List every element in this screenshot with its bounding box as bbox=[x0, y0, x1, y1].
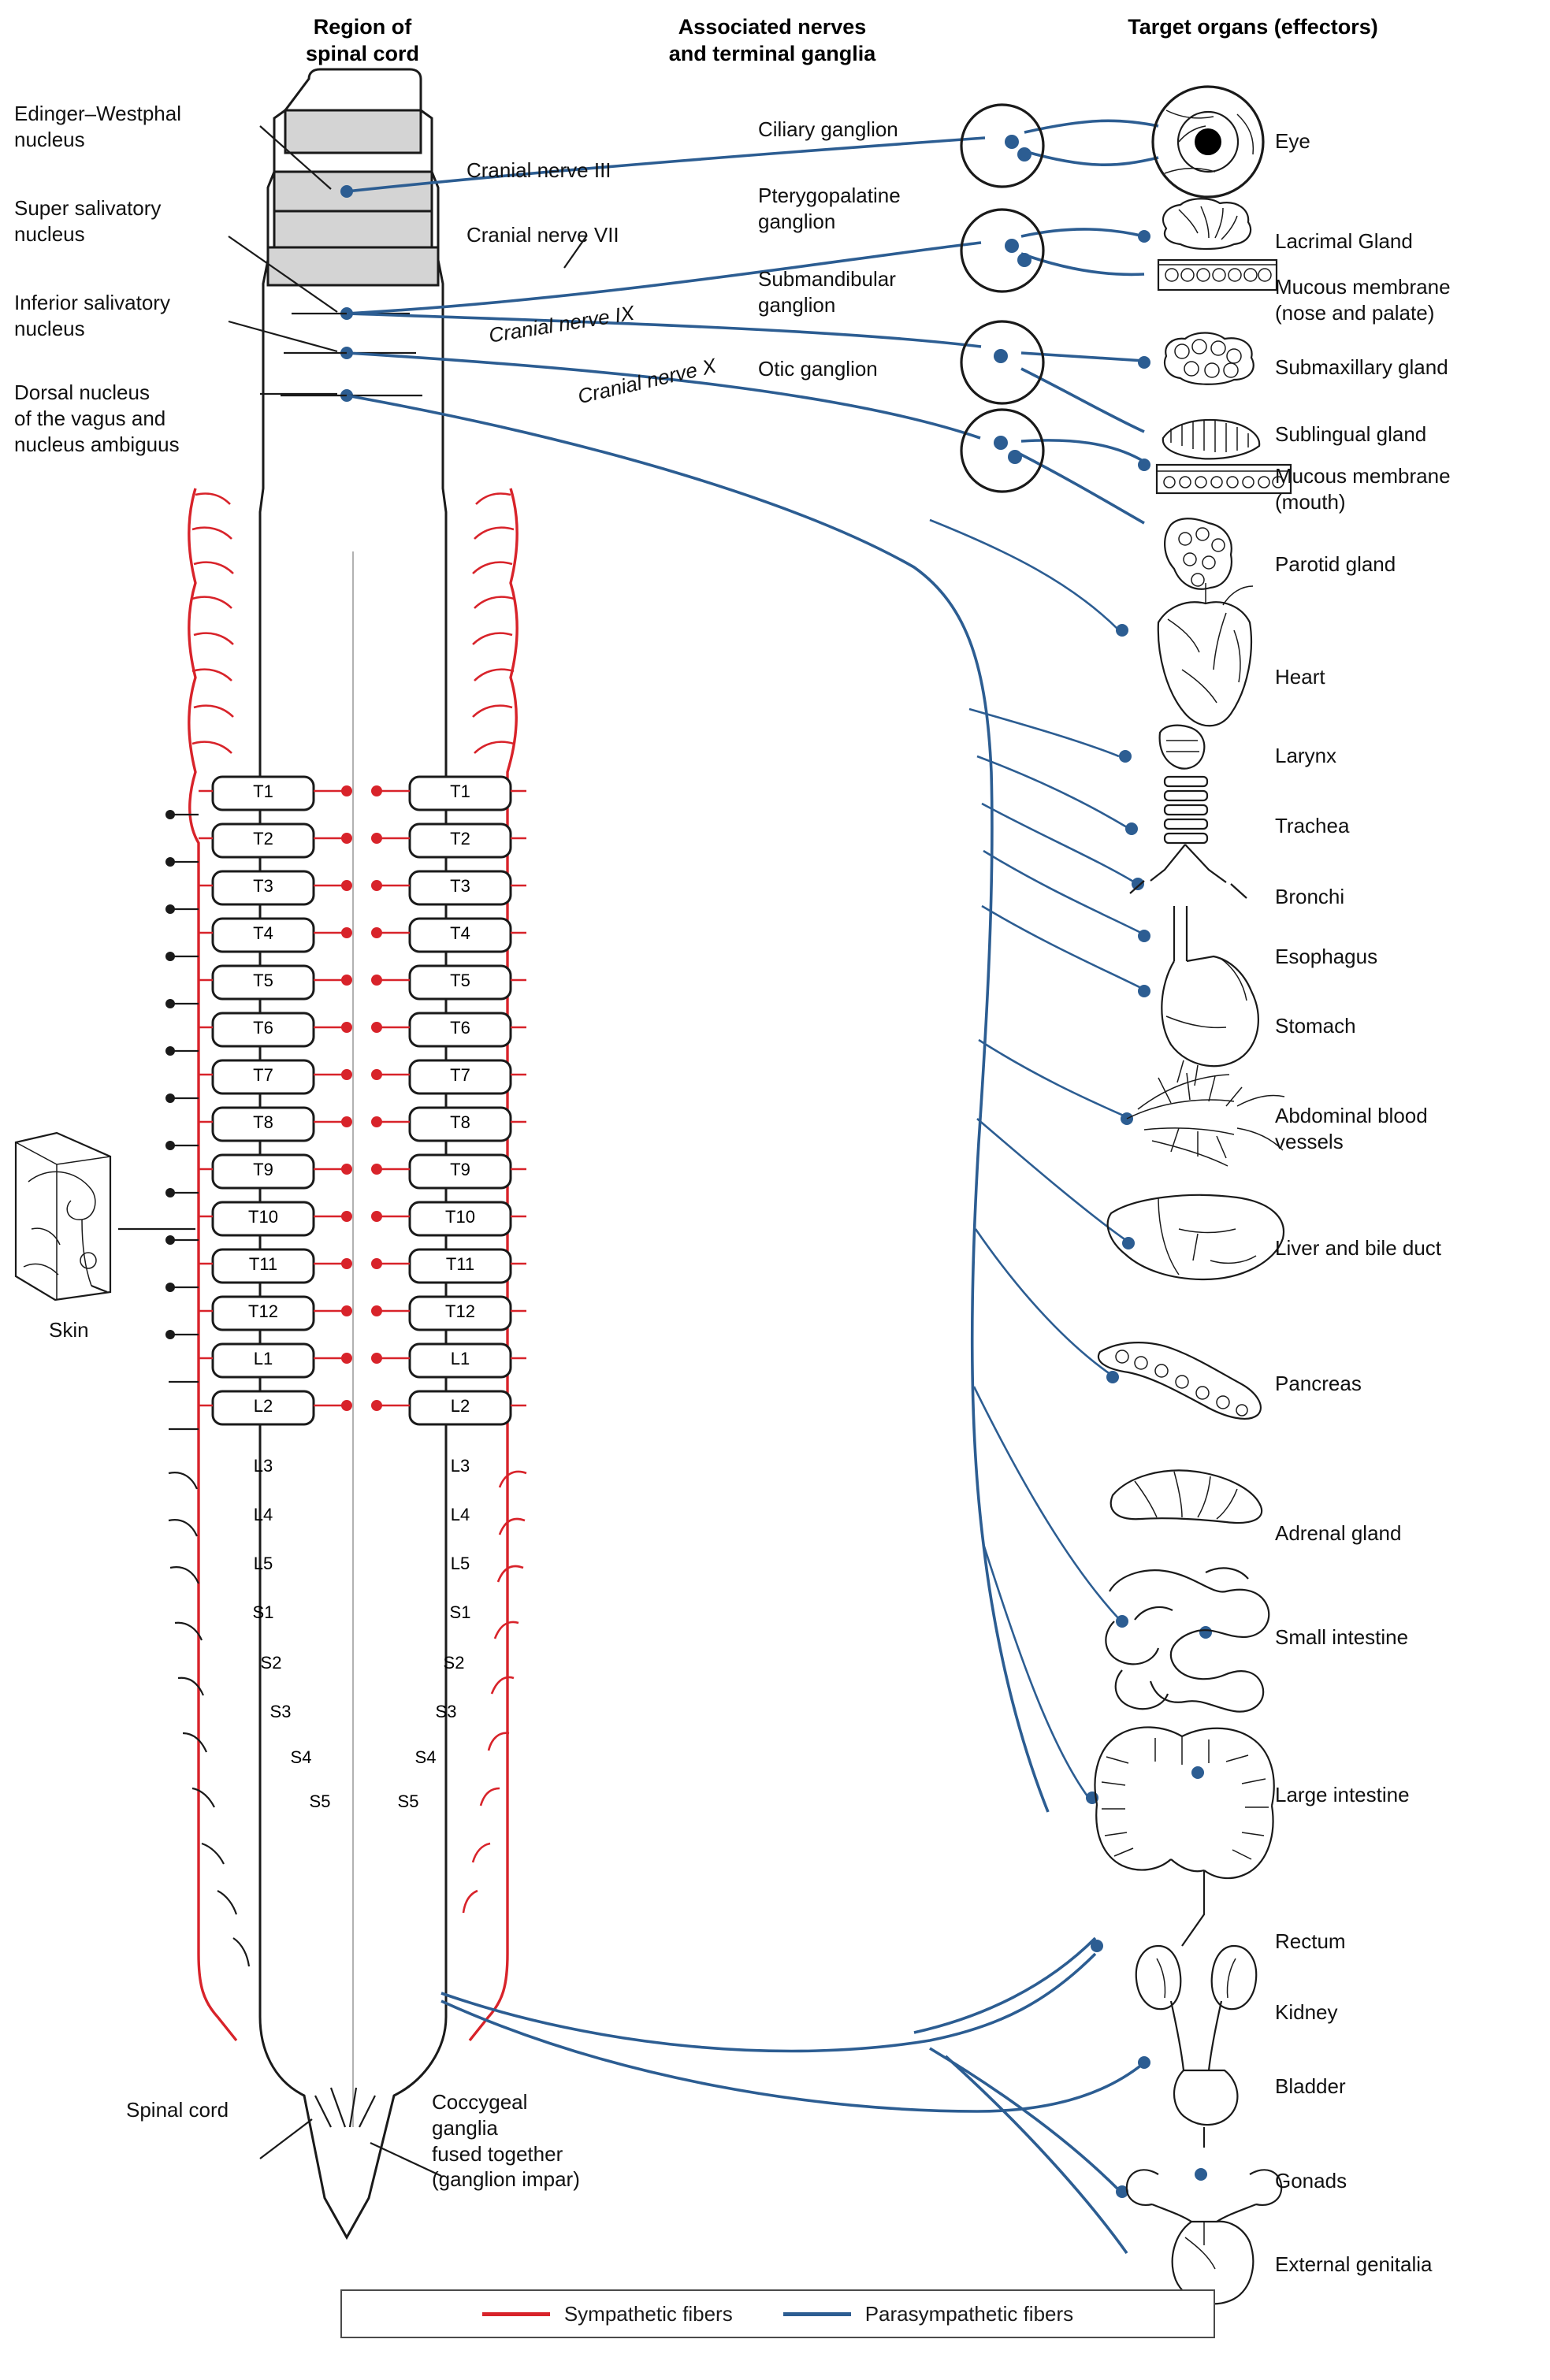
organ-icon-mucous-membrane-mouth bbox=[1157, 465, 1291, 493]
label-line1: Adrenal gland bbox=[1275, 1521, 1402, 1545]
label-line1: Coccygeal bbox=[432, 2090, 528, 2114]
segment-label-right-t9: T9 bbox=[450, 1160, 470, 1179]
label-line1: External genitalia bbox=[1275, 2252, 1433, 2276]
label-line1: Otic ganglion bbox=[758, 357, 878, 381]
label-line1: Ciliary ganglion bbox=[758, 117, 898, 141]
segment-label-right-s1: S1 bbox=[449, 1602, 471, 1622]
organ-icon-small-intestine bbox=[1106, 1568, 1269, 1711]
skin-patch bbox=[16, 1133, 195, 1300]
label-line1: Rectum bbox=[1275, 1929, 1346, 1953]
label-organ-pancreas bbox=[1275, 1371, 1362, 1397]
label-organ-kidney bbox=[1275, 1999, 1338, 2025]
segment-label-left-l4: L4 bbox=[253, 1505, 273, 1524]
label-organ-rectum bbox=[1275, 1929, 1346, 1955]
organ-icon-pancreas bbox=[1098, 1342, 1261, 1419]
label-dorsal-nucleus-vagus bbox=[14, 380, 266, 457]
label-line2: vessels bbox=[1275, 1129, 1344, 1153]
segment-label-left-s1: S1 bbox=[252, 1602, 274, 1622]
organ-icon-esophagus-stomach bbox=[1162, 906, 1258, 1086]
segment-label-right-t8: T8 bbox=[450, 1112, 470, 1132]
segment-label-right-t5: T5 bbox=[450, 971, 470, 990]
label-organ-heart bbox=[1275, 664, 1325, 690]
midbrain-band bbox=[285, 110, 421, 153]
label-line1: Pterygopalatine bbox=[758, 184, 901, 207]
organ-icon-abdominal-blood-vessels bbox=[1127, 1073, 1284, 1166]
label-organ-stomach bbox=[1275, 1013, 1356, 1039]
label-organ-bronchi bbox=[1275, 884, 1344, 910]
column-heading-line1: Region of bbox=[313, 15, 412, 39]
label-line3: nucleus ambiguus bbox=[14, 432, 180, 456]
label-line1: Liver and bile duct bbox=[1275, 1236, 1442, 1260]
legend-label-parasympathetic: Parasympathetic fibers bbox=[864, 2301, 1074, 2326]
label-line1: Submaxillary gland bbox=[1275, 355, 1448, 379]
segment-label-right-s2: S2 bbox=[443, 1653, 465, 1673]
organ-icon-lacrimal-gland bbox=[1163, 199, 1251, 249]
label-line1: Parotid gland bbox=[1275, 552, 1396, 576]
label-line1: Stomach bbox=[1275, 1014, 1356, 1038]
label-line1: Bladder bbox=[1275, 2074, 1346, 2098]
legend-item-parasympathetic bbox=[783, 2302, 1073, 2326]
label-line1: Mucous membrane bbox=[1275, 464, 1451, 488]
label-organ-liver-bile-duct bbox=[1275, 1235, 1441, 1261]
label-organ-eye bbox=[1275, 128, 1310, 154]
segment-label-right-t1: T1 bbox=[450, 782, 470, 801]
label-line1: Esophagus bbox=[1275, 945, 1378, 968]
label-line2: ganglion bbox=[758, 209, 836, 233]
label-line1: Kidney bbox=[1275, 2000, 1338, 2024]
segment-label-left-l5: L5 bbox=[253, 1554, 273, 1573]
label-organ-small-intestine bbox=[1275, 1624, 1408, 1650]
organ-icon-liver-bile-duct bbox=[1108, 1195, 1284, 1279]
label-inferior-salivatory-nucleus bbox=[14, 290, 258, 342]
label-organ-larynx bbox=[1275, 743, 1336, 769]
segment-label-left-s4: S4 bbox=[290, 1747, 312, 1767]
column-heading-line1: Target organs (effectors) bbox=[1128, 15, 1378, 39]
segment-label-left-t10: T10 bbox=[248, 1207, 278, 1227]
label-line1: Trachea bbox=[1275, 814, 1350, 837]
label-line1: Pancreas bbox=[1275, 1372, 1362, 1395]
organ-icon-larynx-trachea-bronchi bbox=[1130, 726, 1247, 898]
segment-label-right-s4: S4 bbox=[414, 1747, 437, 1767]
label-line1: Dorsal nucleus bbox=[14, 381, 150, 404]
segment-label-left-s5: S5 bbox=[309, 1791, 331, 1811]
label-line1: Mucous membrane bbox=[1275, 275, 1451, 299]
terminal-ganglion-circles bbox=[961, 105, 1043, 492]
label-organ-sublingual-gland bbox=[1275, 421, 1426, 447]
label-line2: (mouth) bbox=[1275, 489, 1346, 514]
label-pterygopalatine-ganglion bbox=[758, 183, 971, 235]
legend bbox=[340, 2289, 1215, 2338]
label-line2: nucleus bbox=[14, 127, 85, 151]
label-line2: nucleus bbox=[14, 316, 85, 340]
legend-swatch-parasympathetic bbox=[783, 2312, 851, 2316]
organ-icon-adrenal-gland bbox=[1111, 1470, 1262, 1523]
segment-label-left-t11: T11 bbox=[248, 1254, 278, 1274]
label-line1: Lacrimal Gland bbox=[1275, 229, 1413, 253]
label-line3: fused together bbox=[432, 2141, 563, 2166]
label-line2: nucleus bbox=[14, 221, 85, 246]
segment-label-right-t7: T7 bbox=[450, 1065, 470, 1085]
label-organ-bladder bbox=[1275, 2074, 1346, 2100]
label-superior-salivatory-nucleus bbox=[14, 195, 251, 247]
medulla-band-upper bbox=[274, 211, 432, 247]
label-line1: Sublingual gland bbox=[1275, 422, 1427, 446]
segment-label-right-t6: T6 bbox=[450, 1018, 470, 1038]
label-line1: Bronchi bbox=[1275, 885, 1345, 908]
segment-label-right-l2: L2 bbox=[450, 1396, 470, 1416]
spinal-cord-leader bbox=[260, 2119, 312, 2159]
column-heading-line2: spinal cord bbox=[305, 41, 420, 65]
label-edinger-westphal-nucleus bbox=[14, 101, 251, 153]
label-organ-external-genitalia bbox=[1275, 2252, 1432, 2278]
segment-label-left-l2: L2 bbox=[253, 1396, 273, 1416]
label-line1: Heart bbox=[1275, 665, 1325, 689]
label-otic-ganglion bbox=[758, 356, 971, 382]
segment-label-right-t11: T11 bbox=[445, 1254, 475, 1274]
label-cranial-nerve-3: Cranial nerve III bbox=[466, 158, 611, 182]
label-organ-mucous-membrane-nose bbox=[1275, 274, 1535, 326]
segment-label-right-t3: T3 bbox=[450, 876, 470, 896]
organ-icon-kidney-bladder bbox=[1136, 1946, 1256, 2148]
label-line1: Abdominal blood bbox=[1275, 1104, 1428, 1127]
segment-label-left-s3: S3 bbox=[269, 1702, 292, 1721]
pterygopalatine-ganglion-circle bbox=[961, 210, 1043, 291]
segment-label-right-t12: T12 bbox=[445, 1301, 475, 1321]
segment-label-right-s5: S5 bbox=[397, 1791, 419, 1811]
label-line2: ganglia bbox=[432, 2115, 498, 2140]
legend-label-sympathetic: Sympathetic fibers bbox=[563, 2301, 733, 2326]
label-organ-adrenal-gland bbox=[1275, 1520, 1401, 1546]
segment-label-left-t7: T7 bbox=[253, 1065, 273, 1085]
segment-label-left-t6: T6 bbox=[253, 1018, 273, 1038]
label-line4: (ganglion impar) bbox=[432, 2167, 580, 2192]
segment-label-right-t10: T10 bbox=[445, 1207, 475, 1227]
organ-icon-mucous-membrane-nose bbox=[1158, 260, 1277, 290]
organ-icon-large-intestine bbox=[1095, 1727, 1274, 1946]
organ-icon-heart bbox=[1158, 583, 1253, 726]
label-line1: Submandibular bbox=[758, 267, 896, 291]
label-line1: Small intestine bbox=[1275, 1625, 1409, 1649]
segment-label-left-t9: T9 bbox=[253, 1160, 273, 1179]
segment-label-right-l3: L3 bbox=[450, 1456, 470, 1476]
label-line1: Gonads bbox=[1275, 2169, 1347, 2192]
segment-label-left-t12: T12 bbox=[248, 1301, 278, 1321]
segment-label-left-l1: L1 bbox=[253, 1349, 273, 1368]
label-line1: Larynx bbox=[1275, 744, 1337, 767]
segment-label-left-t5: T5 bbox=[253, 971, 273, 990]
segment-label-right-s3: S3 bbox=[435, 1702, 457, 1721]
label-cranial-nerve-7: Cranial nerve VII bbox=[466, 223, 619, 247]
label-cranial-nerve-10: Cranial nerve X bbox=[575, 353, 719, 409]
ciliary-ganglion-circle bbox=[961, 105, 1043, 187]
legend-swatch-sympathetic bbox=[482, 2312, 550, 2316]
label-organ-abdominal-blood-vessels bbox=[1275, 1103, 1535, 1155]
segment-label-left-s2: S2 bbox=[260, 1653, 282, 1673]
label-skin: Skin bbox=[49, 1318, 89, 1342]
label-organ-mucous-membrane-mouth bbox=[1275, 463, 1535, 515]
label-organ-trachea bbox=[1275, 813, 1349, 839]
label-submandibular-ganglion bbox=[758, 266, 971, 318]
label-organ-gonads bbox=[1275, 2168, 1347, 2194]
organ-icon-parotid-gland bbox=[1165, 518, 1232, 589]
segment-label-left-t3: T3 bbox=[253, 876, 273, 896]
label-line1: Eye bbox=[1275, 129, 1310, 153]
column-heading-line2: and terminal ganglia bbox=[668, 41, 876, 65]
column-heading-line1: Associated nerves bbox=[678, 15, 867, 39]
label-line1: Super salivatory bbox=[14, 196, 162, 220]
organ-icon-eye bbox=[1153, 87, 1263, 197]
label-organ-large-intestine bbox=[1275, 1782, 1410, 1808]
segment-label-left-t2: T2 bbox=[253, 829, 273, 848]
segment-label-right-l4: L4 bbox=[450, 1505, 470, 1524]
label-organ-esophagus bbox=[1275, 944, 1377, 970]
segment-label-right-t2: T2 bbox=[450, 829, 470, 848]
label-organ-parotid-gland bbox=[1275, 551, 1396, 577]
medulla-band-lower bbox=[268, 247, 438, 285]
label-line1: Inferior salivatory bbox=[14, 291, 170, 314]
segment-label-left-t1: T1 bbox=[253, 782, 273, 801]
otic-ganglion-circle bbox=[961, 410, 1043, 492]
label-coccygeal-ganglia bbox=[432, 2089, 668, 2192]
label-ciliary-ganglion bbox=[758, 117, 971, 143]
segment-label-left-l3: L3 bbox=[253, 1456, 273, 1476]
segment-label-right-l1: L1 bbox=[450, 1349, 470, 1368]
organ-icon-submaxillary-gland bbox=[1165, 333, 1254, 384]
label-line2: ganglion bbox=[758, 292, 836, 317]
label-organ-submaxillary-gland bbox=[1275, 355, 1448, 381]
label-line2: (nose and palate) bbox=[1275, 300, 1435, 325]
label-spinal-cord: Spinal cord bbox=[126, 2098, 229, 2122]
label-line2: of the vagus and bbox=[14, 406, 166, 430]
segment-label-left-t8: T8 bbox=[253, 1112, 273, 1132]
label-line1: Edinger–Westphal bbox=[14, 102, 181, 125]
segment-label-right-t4: T4 bbox=[450, 923, 470, 943]
label-cranial-nerve-9: Cranial nerve IX bbox=[487, 300, 636, 347]
label-organ-lacrimal-gland bbox=[1275, 228, 1413, 254]
segment-label-right-l5: L5 bbox=[450, 1554, 470, 1573]
label-line1: Large intestine bbox=[1275, 1783, 1410, 1806]
organ-icon-sublingual-gland bbox=[1163, 420, 1259, 459]
legend-item-sympathetic bbox=[482, 2302, 733, 2326]
segment-label-left-t4: T4 bbox=[253, 923, 273, 943]
